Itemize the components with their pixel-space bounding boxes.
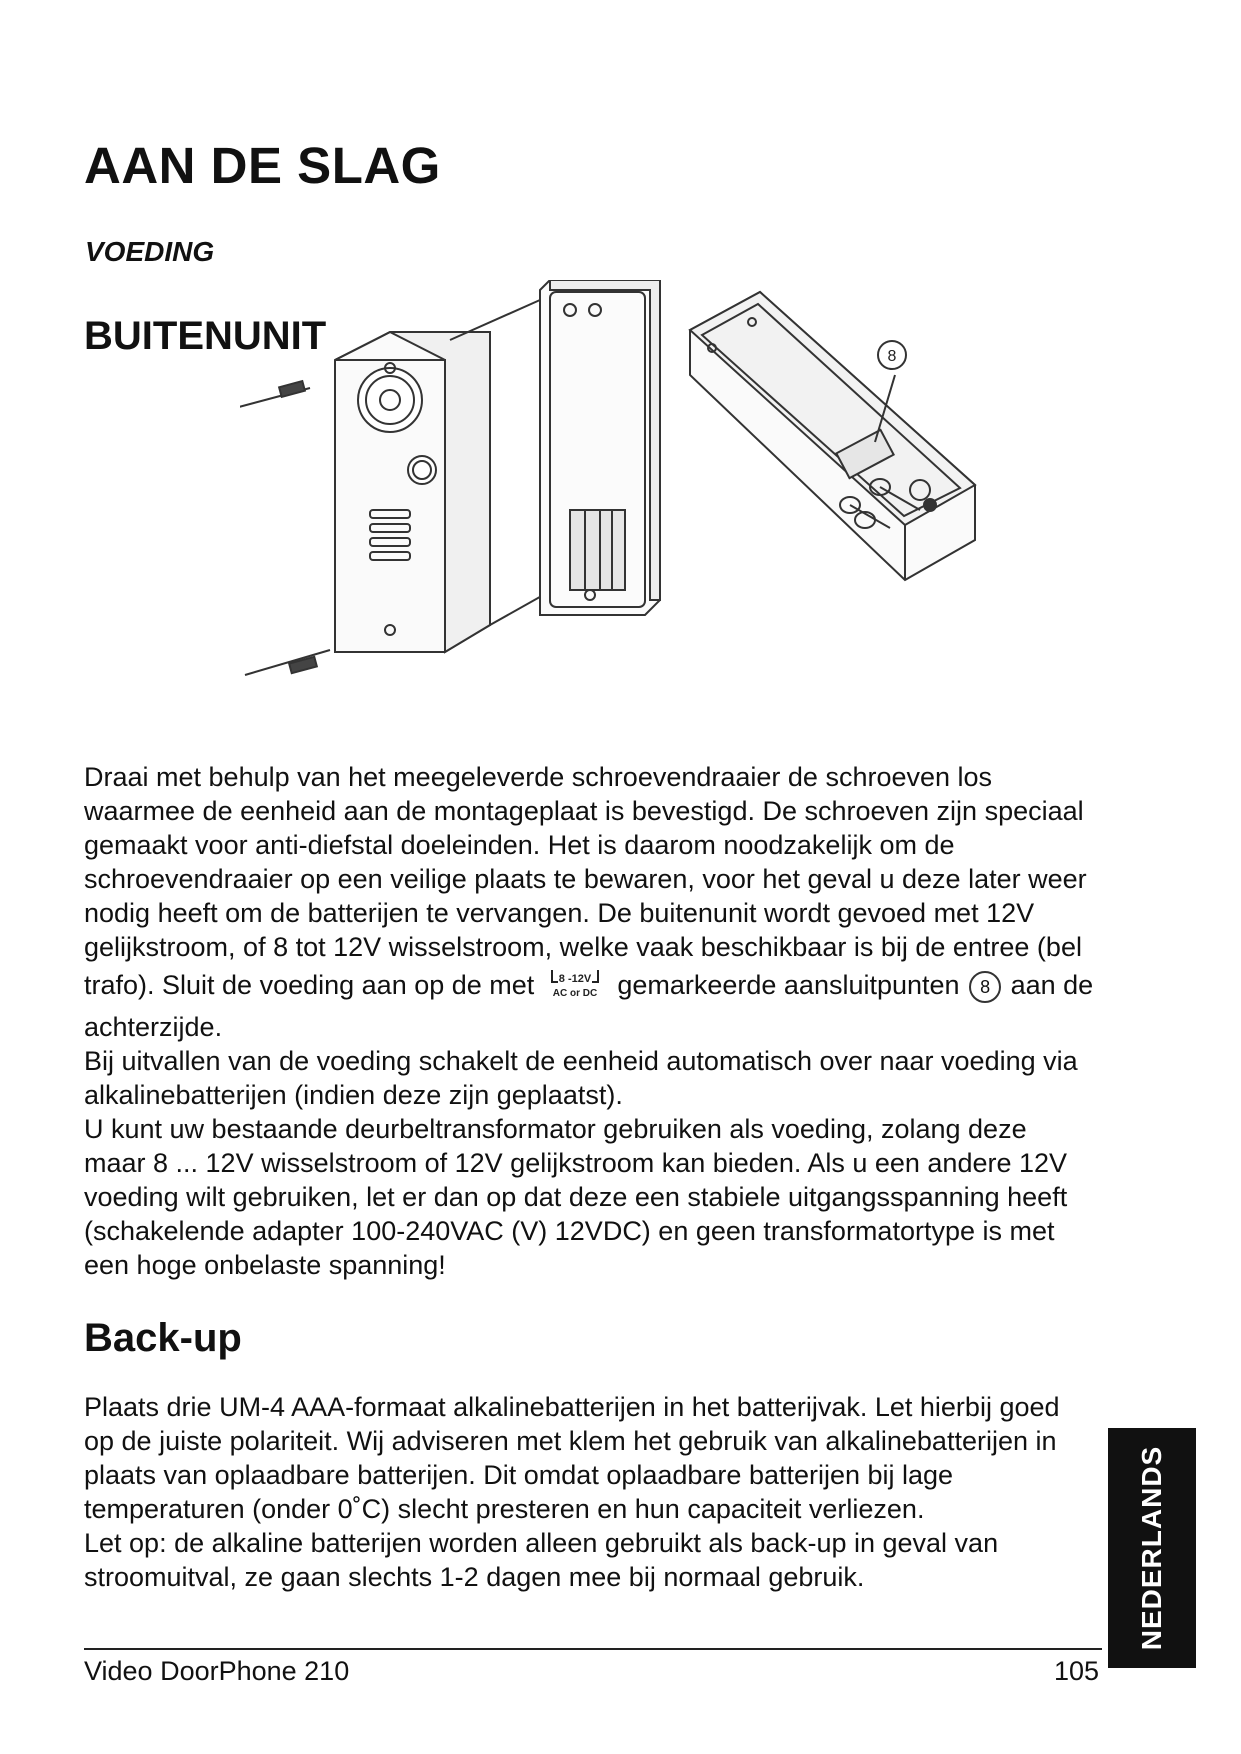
footer-divider — [84, 1648, 1102, 1650]
power-badge-type: AC or DC — [552, 988, 598, 999]
power-connector-icon — [546, 964, 606, 1010]
language-tab-label: NEDERLANDS — [1136, 1445, 1167, 1651]
paragraph-backup-note: Let op: de alkaline batterijen worden alleen gebruikt als back-up in geval van stroomuitval, ze gaan slechts 1-2 dagen mee bij normaal gebruik. — [84, 1528, 999, 1592]
section-heading-buitenunit: BUITENUNIT — [84, 314, 327, 358]
paragraph-text-3: aan de achterzijde. — [84, 970, 1094, 1042]
language-tab — [1108, 1428, 1196, 1668]
page-number: 105 — [1054, 1656, 1100, 1686]
open-back-unit — [690, 292, 975, 580]
paragraph-screws-power — [84, 760, 1094, 1044]
section-heading-backup: Back-up — [84, 1316, 242, 1360]
callout-label: 8 — [887, 348, 897, 365]
paragraph-transformer: U kunt uw bestaande deurbeltransformator gebruiken als voeding, zolang deze maar 8 ... 12V wisselstroom of 12V gelijkstroom kan bieden. Als u een andere 12V voeding wilt gebruiken, let er dan op dat deze een stabiele uitgangsspanning heeft (schakelende adapter 100-240VAC (V) 12VDC) en geen transformatortype is met een hoge onbelaste spanning! — [84, 1114, 1068, 1280]
paragraph-text: Draai met behulp van het meegeleverde schroevendraaier de schroeven los waarmee de eenheid aan de montageplaat is bevestigd. De schroeven zijn speciaal gemaakt voor anti-diefstal doeleinden. Het is daarom noodzakelijk om de schroevendraaier op een veilige plaats te bewaren, voor het geval u deze later weer nodig heeft om de batterijen te vervangen. De buitenunit wordt gevoed met 12V gelijkstroom, of 8 tot 12V wisselstroom, welke vaak beschikbaar is bij de entree (bel trafo). Sluit de voeding aan op de met — [84, 762, 1087, 1001]
front-unit — [335, 332, 490, 652]
screw-icons — [240, 381, 330, 675]
page-title: AAN DE SLAG — [84, 137, 441, 194]
section-subtitle: VOEDING — [85, 236, 215, 267]
footer-product: Video DoorPhone 210 — [84, 1656, 350, 1686]
section2-body — [84, 1390, 1094, 1594]
power-badge-voltage: 8 -12V — [558, 973, 592, 985]
paragraph-text-2: gemarkeerde aansluitpunten — [617, 970, 960, 1001]
paragraph-battery-fallback: Bij uitvallen van de voeding schakelt de eenheid automatisch over naar voeding via alkalinebatterijen (indien deze zijn geplaatst). — [84, 1046, 1078, 1110]
section1-body — [84, 760, 1094, 1282]
mounting-plate — [540, 280, 660, 615]
outdoor-unit-illustration — [240, 280, 1100, 755]
terminal-8-icon: 8 — [969, 971, 1001, 1003]
paragraph-batteries: Plaats drie UM-4 AAA-formaat alkalinebatterijen in het batterijvak. Let hierbij goed op de juiste polariteit. Wij adviseren met klem het gebruik van alkalinebatterijen in plaats van oplaadbare batterijen. Dit omdat oplaadbare batterijen bij lage temperaturen (onder 0˚C) slecht presteren en hun capaciteit verliezen. — [84, 1392, 1060, 1524]
